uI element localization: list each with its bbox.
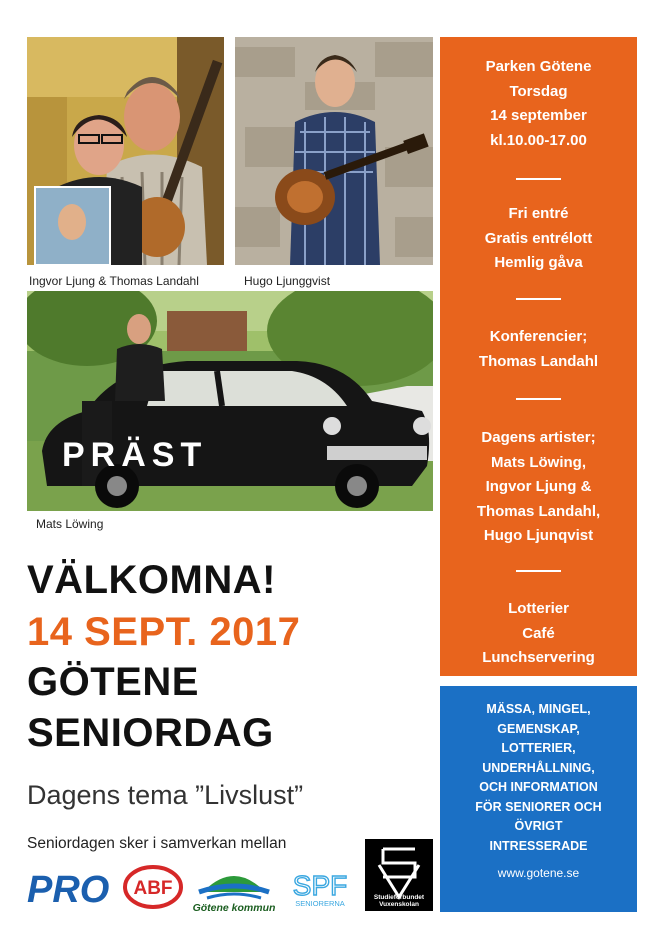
- svg-text:Götene kommun: Götene kommun: [193, 902, 275, 914]
- divider: [516, 298, 561, 300]
- info-group-host: Konferencier; Thomas Landahl: [478, 328, 599, 370]
- caption-hugo: Hugo Ljunggvist: [244, 274, 331, 288]
- spf-logo: [284, 868, 356, 915]
- headline-date: 14 SEPT. 2017: [27, 610, 301, 654]
- headline-place: GÖTENE: [27, 660, 199, 704]
- car-text: PRÄST: [62, 436, 208, 474]
- sv-logo: Studieförbundet Vuxenskolan: [365, 839, 433, 916]
- pro-logo: [27, 866, 115, 913]
- svg-text:SPF: SPF: [292, 870, 348, 901]
- photo-hugo: [235, 37, 433, 265]
- photo-mats-car: [27, 291, 433, 511]
- abf-logo: [122, 864, 184, 915]
- info-group-time-place: Parken Götene Torsdag 14 september kl.10.00-17.00: [485, 58, 592, 149]
- info-group-entry: Fri entré Gratis entrélott Hemlig gåva: [484, 205, 593, 271]
- headline-welcome: VÄLKOMNA!: [27, 558, 276, 602]
- caption-ingvor-thomas: Ingvor Ljung & Thomas Landahl: [29, 274, 199, 288]
- svg-text:PRO: PRO: [27, 869, 110, 908]
- info-group-extras: Lotterier Café Lunchservering: [482, 600, 595, 666]
- blue-panel-text: MÄSSA, MINGEL, GEMENSKAP, LOTTERIER, UNDERHÅLLNING, OCH INFORMATION FÖR SENIORER OCH ÖVRIGT INTRESSERADE: [475, 702, 602, 853]
- theme-text: Dagens tema ”Livslust”: [27, 780, 304, 810]
- divider: [516, 398, 561, 400]
- website-link[interactable]: www.gotene.se: [497, 866, 580, 880]
- collaboration-text: Seniordagen sker i samverkan mellan: [27, 835, 287, 852]
- svg-text:SENIORERNA: SENIORERNA: [295, 899, 345, 908]
- divider: [516, 178, 561, 180]
- blue-panel: [440, 686, 637, 912]
- gotene-logo: [193, 862, 275, 919]
- svg-text:ABF: ABF: [133, 878, 173, 899]
- headline-event: SENIORDAG: [27, 711, 274, 755]
- info-panel: [440, 37, 637, 676]
- divider: [516, 570, 561, 572]
- caption-mats: Mats Löwing: [36, 517, 104, 531]
- photo-ingvor-thomas: [27, 37, 224, 265]
- info-group-artists: Dagens artister; Mats Löwing, Ingvor Ljung & Thomas Landahl, Hugo Ljunqvist: [476, 429, 601, 544]
